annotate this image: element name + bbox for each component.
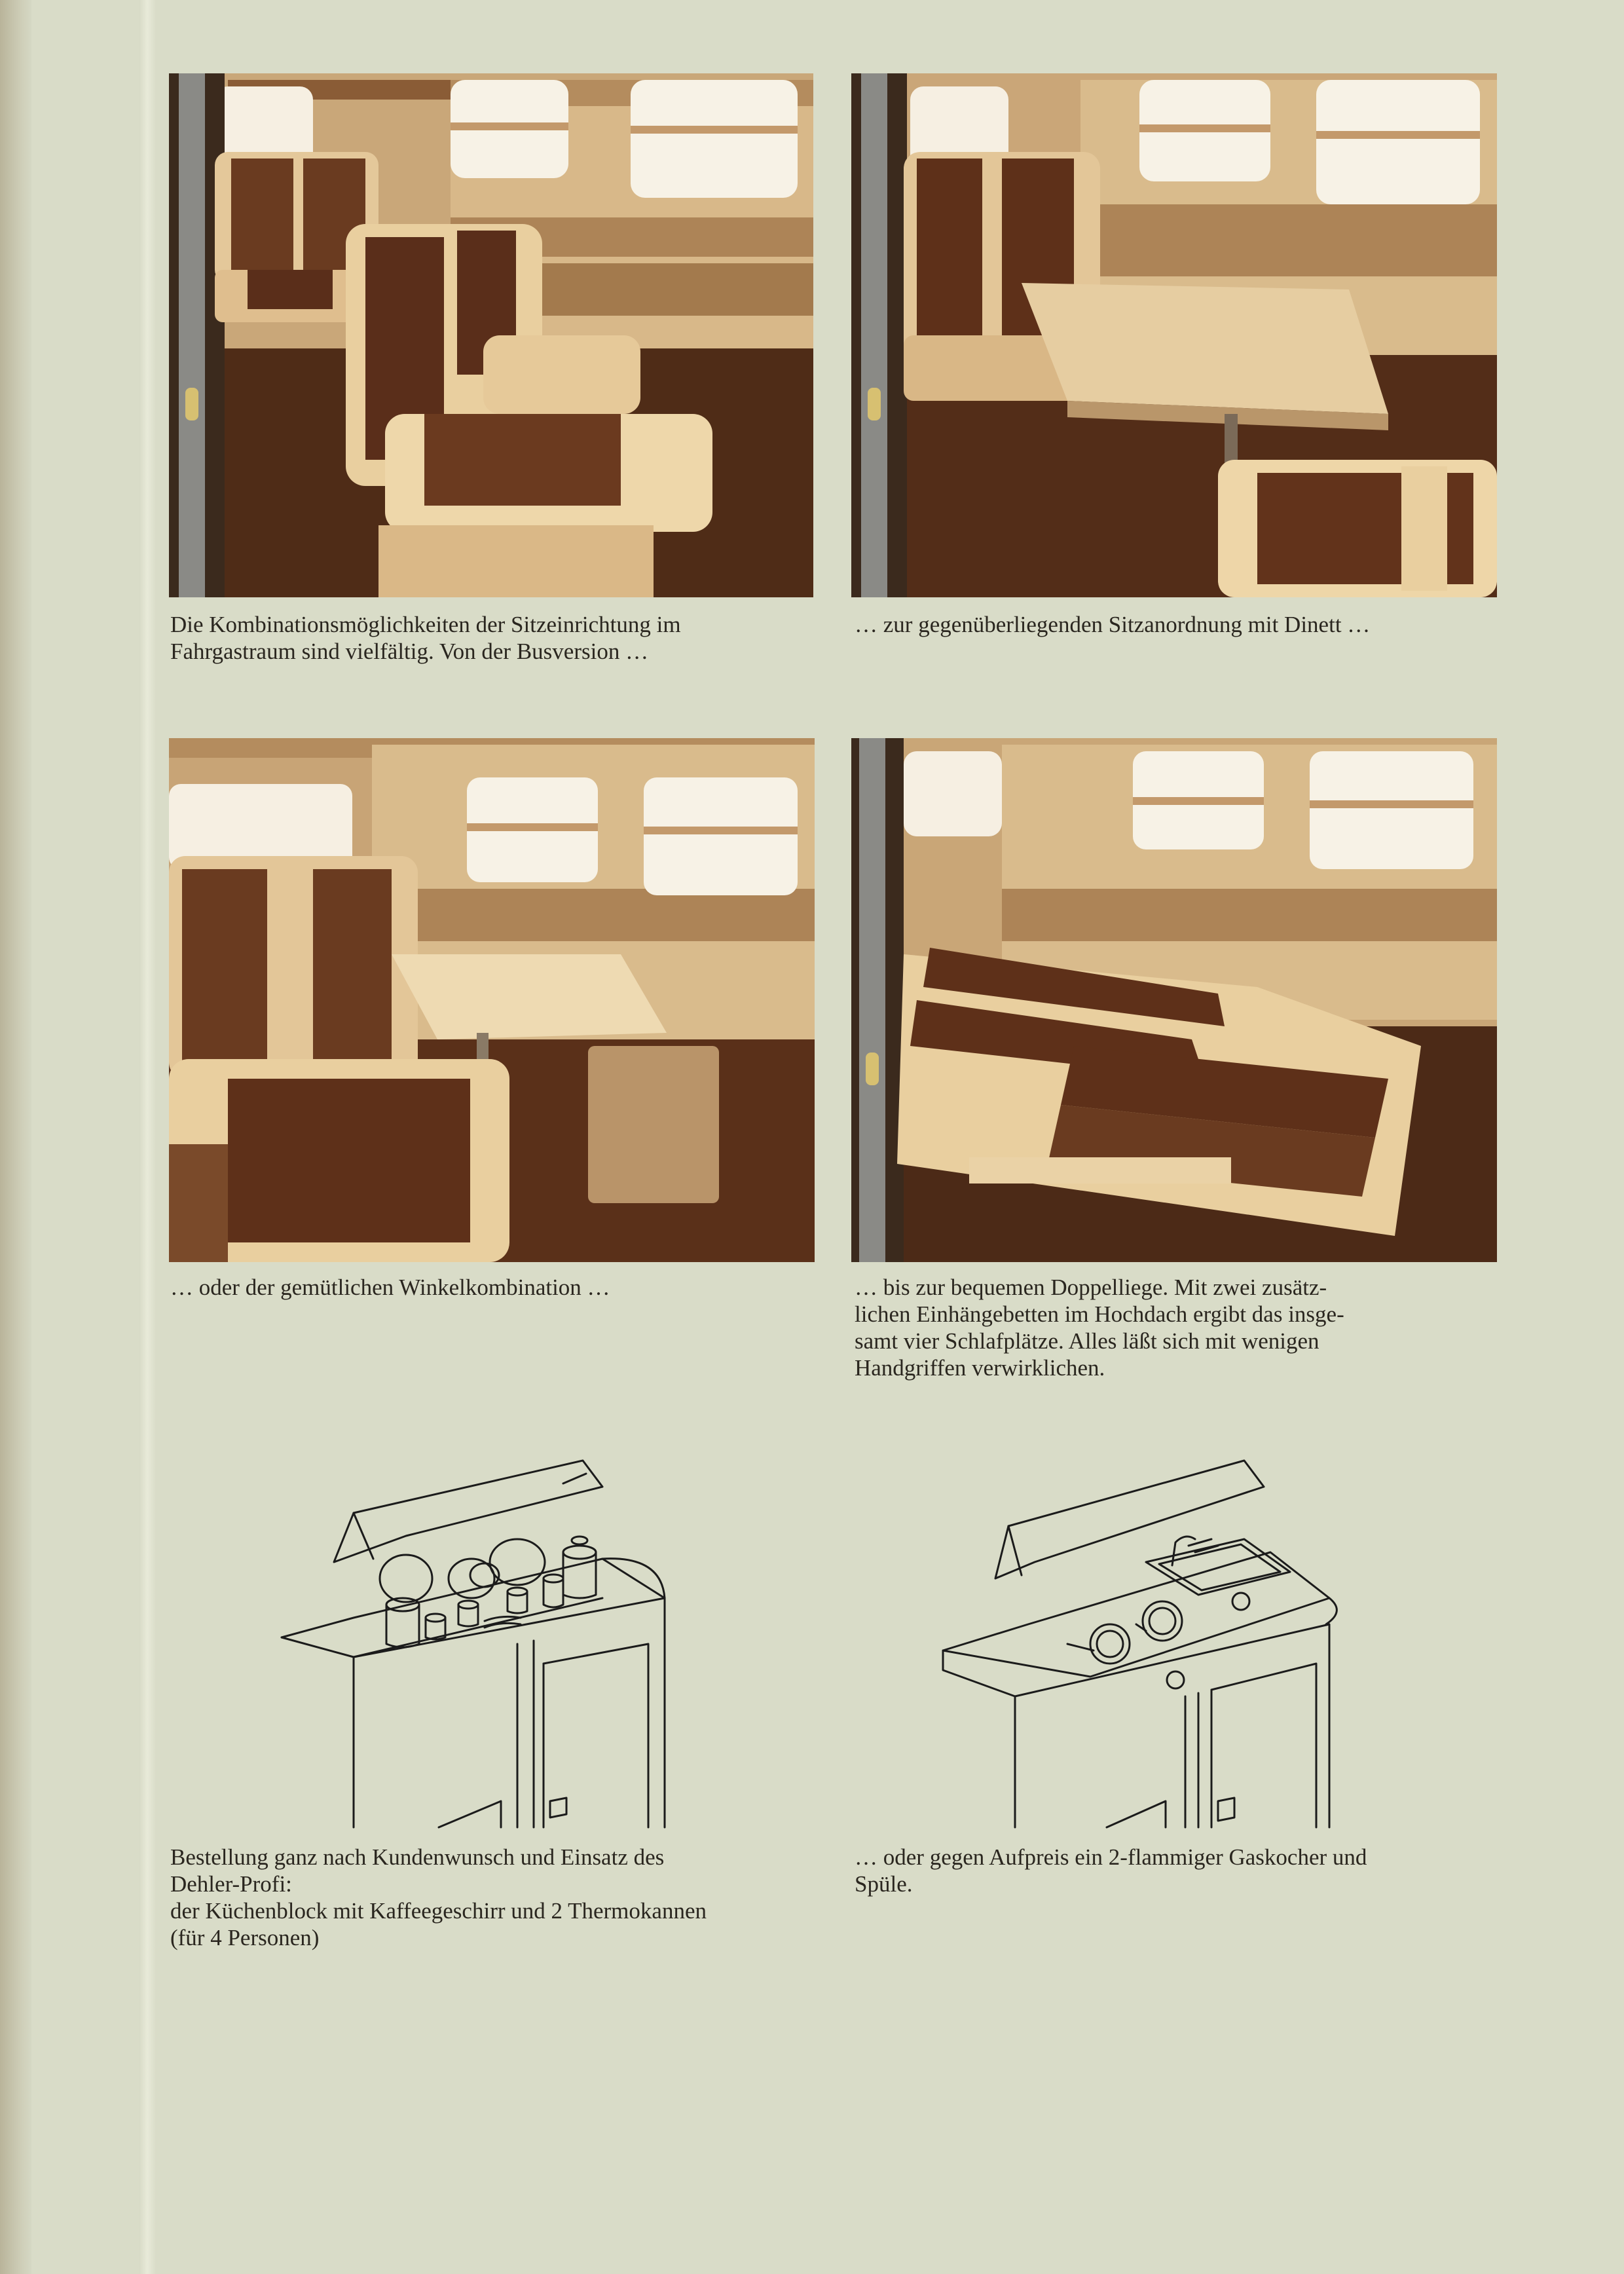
caption-line: Handgriffen verwirklichen. xyxy=(855,1355,1105,1381)
caption-line: … oder der gemütlichen Winkelkombination … xyxy=(170,1275,610,1300)
caption-line: Bestellung ganz nach Kundenwunsch und Einsatz des xyxy=(170,1844,665,1870)
drawing-kitchen-block-coffee-set xyxy=(275,1447,681,1834)
caption-bus-version xyxy=(170,611,681,665)
caption-line: … zur gegenüberliegenden Sitzanordnung mit Dinett … xyxy=(855,612,1371,637)
page-edge xyxy=(0,0,31,2274)
photo-corner-combination xyxy=(169,738,815,1262)
caption-line: der Küchenblock mit Kaffeegeschirr und 2 Thermokannen xyxy=(170,1898,707,1924)
caption-line: samt vier Schlafplätze. Alles läßt sich mit wenigen xyxy=(855,1328,1320,1354)
caption-line: Spüle. xyxy=(855,1871,913,1897)
caption-line: … oder gegen Aufpreis ein 2-flammiger Gaskocher und xyxy=(855,1844,1367,1870)
caption-line: Fahrgastraum sind vielfältig. Von der Busversion … xyxy=(170,639,649,664)
caption-double-bed xyxy=(855,1274,1344,1381)
caption-line: lichen Einhängebetten im Hochdach ergibt das insge- xyxy=(855,1301,1344,1327)
caption-kitchen-block xyxy=(170,1844,707,1951)
photo-double-bed xyxy=(851,738,1497,1262)
caption-line: Die Kombinationsmöglichkeiten der Sitzeinrichtung im xyxy=(170,612,681,637)
caption-gas-stove xyxy=(855,1844,1367,1897)
drawing-gas-stove-and-sink xyxy=(936,1447,1382,1834)
caption-corner-combination xyxy=(170,1274,610,1301)
caption-line: Dehler-Profi: xyxy=(170,1871,292,1897)
caption-line: … bis zur bequemen Doppelliege. Mit zwei zusätz- xyxy=(855,1275,1327,1300)
photo-bus-seating xyxy=(169,73,813,597)
page-fold xyxy=(139,0,156,2274)
caption-line: (für 4 Personen) xyxy=(170,1925,320,1950)
photo-dinette xyxy=(851,73,1497,597)
caption-dinette xyxy=(855,611,1370,638)
